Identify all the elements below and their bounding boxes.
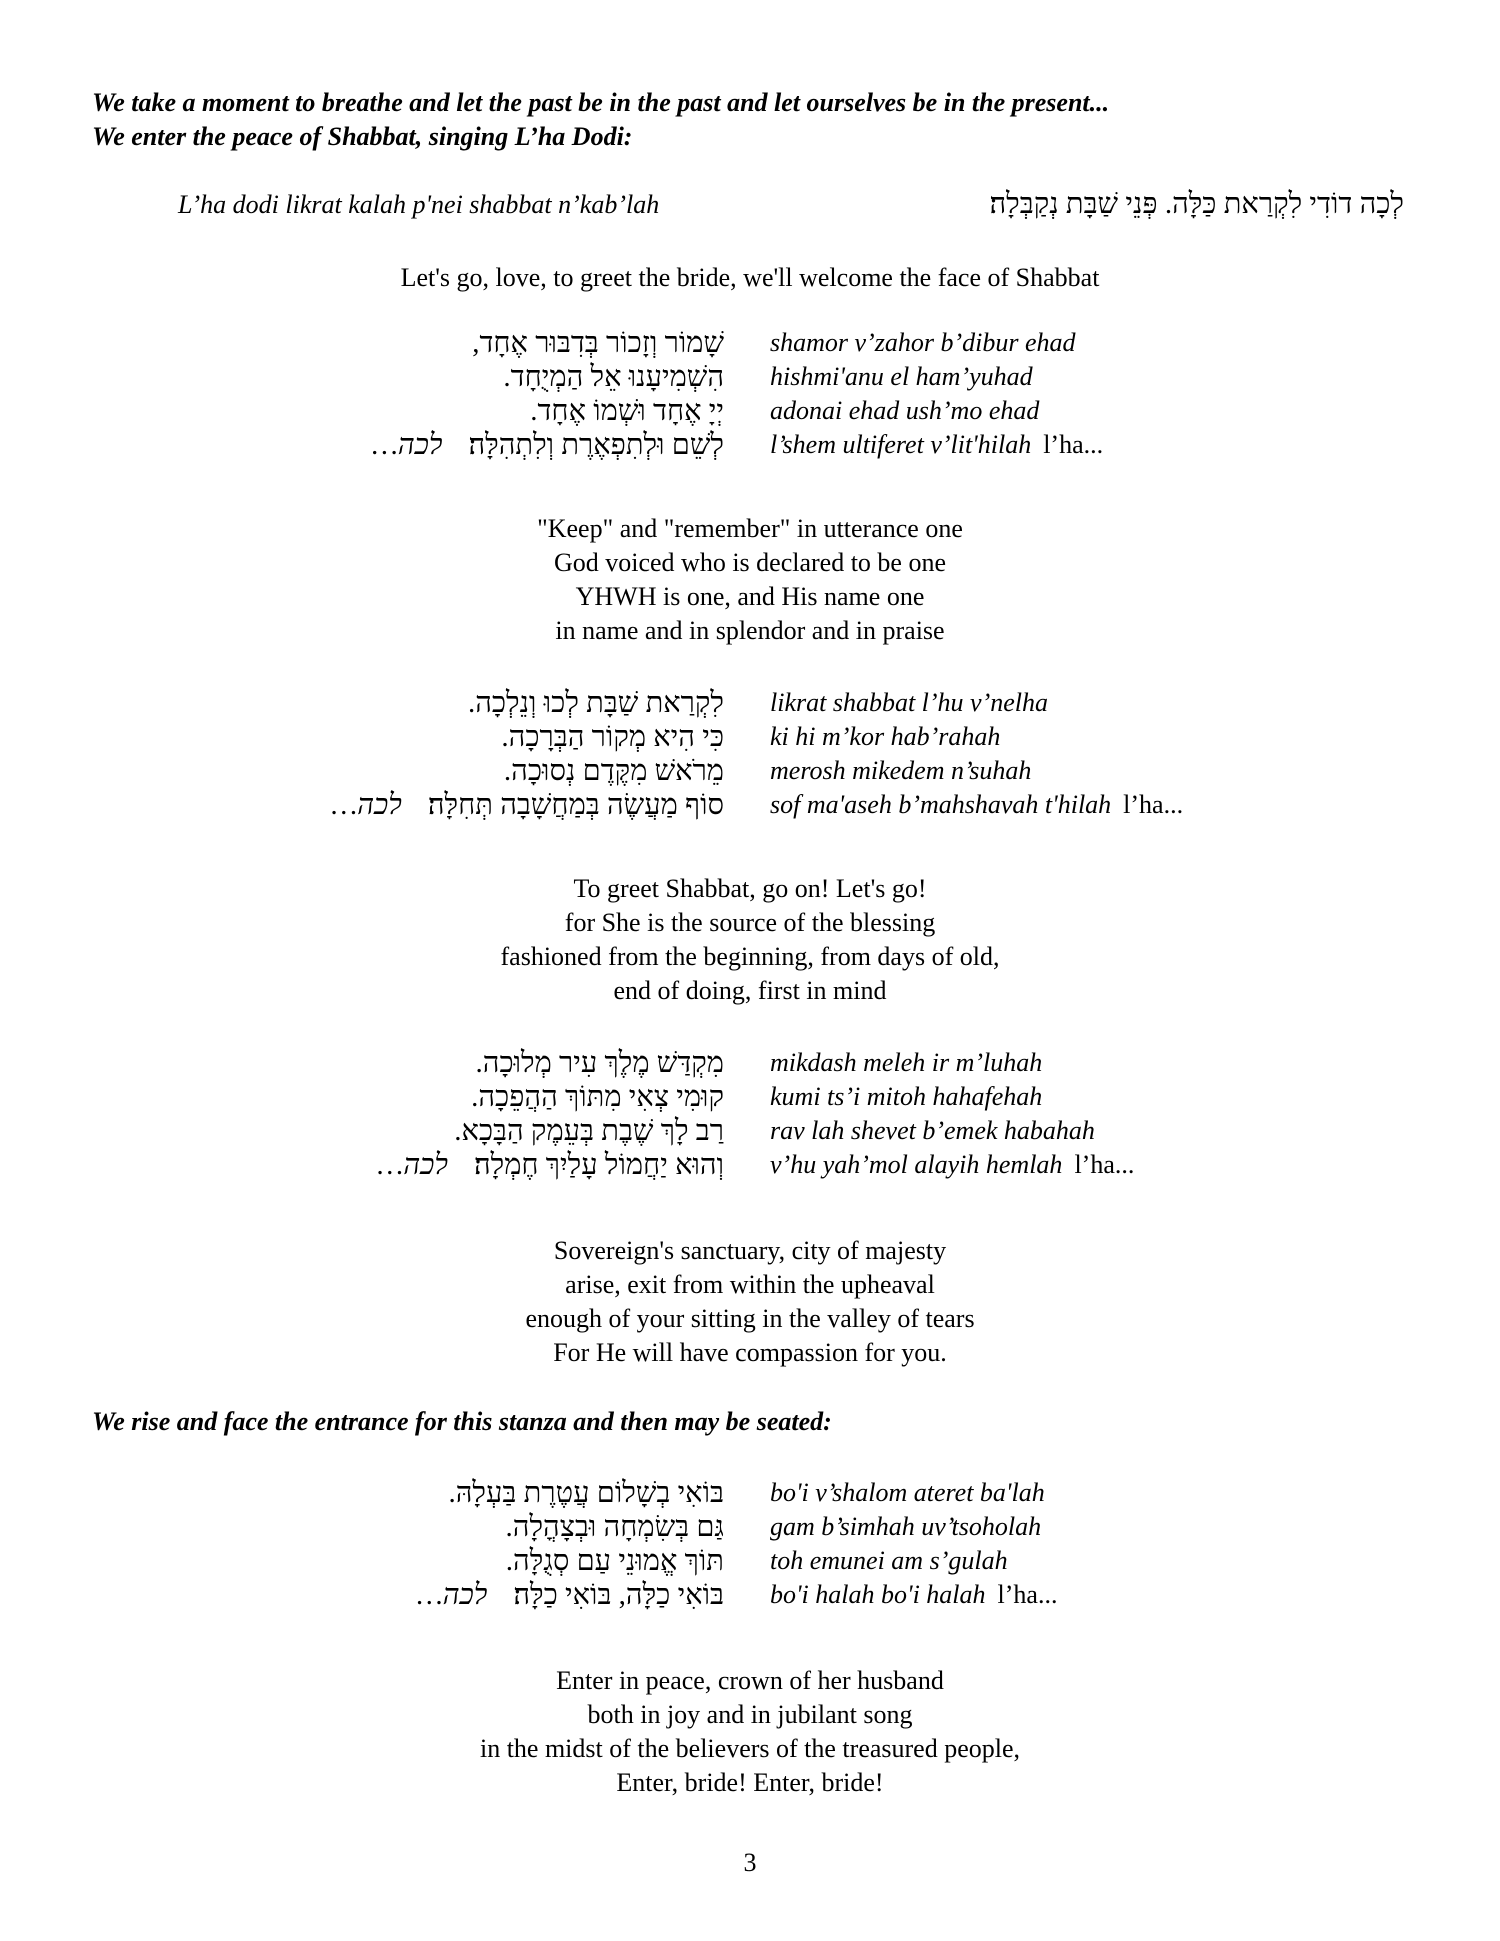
hebrew-refrain-cue: לכה… xyxy=(416,1579,488,1611)
hebrew-line: קוּמִי צְאִי מִתּוֹךְ הַהֲפֵכָה. xyxy=(471,1081,724,1113)
hebrew-line-last xyxy=(377,1148,724,1182)
stanza-final-transliteration xyxy=(770,1476,1057,1612)
refrain-hebrew: לְכָה דוֹדִי לִקְרַאת כַּלָּה. פְּנֵי שַׁבָּת נְקַבְּלָה׃ xyxy=(989,188,1404,220)
translit-line-last xyxy=(770,1148,1134,1182)
translit-line: shamor v’zahor b’dibur ehad xyxy=(770,328,1076,357)
translit-line: v’hu yah’mol alayih hemlah xyxy=(770,1150,1063,1179)
translit-line: rav lah shevet b’emek habahah xyxy=(770,1116,1095,1145)
translit-refrain-cue: l’ha... xyxy=(1123,790,1184,819)
translit-line-last xyxy=(770,1578,1057,1612)
hebrew-line: שָׁמוֹר וְזָכוֹר בְּדִבּוּר אֶחָד, xyxy=(472,327,724,359)
translation-line: fashioned from the beginning, from days of old, xyxy=(500,942,1000,971)
translation-line: Enter in peace, crown of her husband xyxy=(556,1666,944,1695)
translation-line: God voiced who is declared to be one xyxy=(553,548,947,577)
stanza-3-translation xyxy=(0,1234,1500,1370)
translit-line-last xyxy=(770,428,1103,462)
hebrew-refrain-cue: לכה… xyxy=(377,1149,448,1181)
translit-line: adonai ehad ush’mo ehad xyxy=(770,396,1040,425)
hebrew-line-last xyxy=(331,788,724,822)
hebrew-line: כִּי הִיא מְקוֹר הַבְּרָכָה. xyxy=(501,721,724,753)
translation-line: Enter, bride! Enter, bride! xyxy=(616,1768,884,1797)
translit-line-last xyxy=(770,788,1183,822)
stanza-1-transliteration xyxy=(770,326,1103,462)
hebrew-line: בּוֹאִי כַלָּה, בּוֹאִי כַלָּה׃ xyxy=(513,1579,724,1611)
stanza-3-hebrew xyxy=(377,1046,724,1182)
hebrew-line: יְיָ אֶחָד וּשְׁמוֹ אֶחָד. xyxy=(530,395,724,427)
refrain-transliteration: L’ha dodi likrat kalah p'nei shabbat n’kab’lah xyxy=(178,190,660,219)
translation-line: in name and in splendor and in praise xyxy=(555,616,945,645)
translit-line: merosh mikedem n’suhah xyxy=(770,756,1032,785)
translit-line: kumi ts’i mitoh hahafehah xyxy=(770,1082,1043,1111)
translit-line: mikdash meleh ir m’luhah xyxy=(770,1048,1043,1077)
hebrew-line: בּוֹאִי בְשָׁלוֹם עֲטֶרֶת בַּעְלָהּ. xyxy=(448,1477,724,1509)
stanza-2-hebrew xyxy=(331,686,724,822)
stanza-1-hebrew xyxy=(372,326,724,462)
intro-line-2: We enter the peace of Shabbat, singing L’ha Dodi: xyxy=(92,122,633,151)
translation-line: both in joy and in jubilant song xyxy=(587,1700,913,1729)
hebrew-line-last xyxy=(417,1578,724,1612)
stanza-3-transliteration xyxy=(770,1046,1134,1182)
stanza-2-translation xyxy=(0,872,1500,1008)
translation-line: YHWH is one, and His name one xyxy=(575,582,925,611)
translit-line: ki hi m’kor hab’rahah xyxy=(770,722,1001,751)
hebrew-line: גַּם בְּשִׂמְחָה וּבְצָהֳלָה. xyxy=(505,1511,724,1543)
rise-instruction: We rise and face the entrance for this stanza and then may be seated: xyxy=(92,1407,832,1436)
translation-line: for She is the source of the blessing xyxy=(564,908,936,937)
hebrew-line: רַב לָךְ שֶׁבֶת בְּעֵמֶק הַבָּכָא. xyxy=(454,1115,724,1147)
hebrew-line: הִשְׁמִיעָנוּ אֵל הַמְיֻחָד. xyxy=(503,361,724,393)
hebrew-line-last xyxy=(372,428,724,462)
hebrew-line: לִקְרַאת שַׁבָּת לְכוּ וְנֵלְכָה. xyxy=(467,687,724,719)
stanza-2-transliteration xyxy=(770,686,1183,822)
translation-line: Sovereign's sanctuary, city of majesty xyxy=(553,1236,947,1265)
translation-line: "Keep" and "remember" in utterance one xyxy=(537,514,963,543)
hebrew-line: לְשֵׁם וּלְתִפְאֶרֶת וְלִתְהִלָּה׃ xyxy=(468,429,724,461)
stanza-final-hebrew xyxy=(417,1476,724,1612)
translation-line: To greet Shabbat, go on! Let's go! xyxy=(573,874,927,903)
translit-refrain-cue: l’ha... xyxy=(997,1580,1058,1609)
translit-line: l’shem ultiferet v’lit'hilah xyxy=(770,430,1032,459)
intro-line-1: We take a moment to breathe and let the past be in the past and let ourselves be in the present... xyxy=(92,88,1110,117)
translation-line: end of doing, first in mind xyxy=(613,976,887,1005)
page-number: 3 xyxy=(743,1848,757,1877)
hebrew-refrain-cue: לכה… xyxy=(331,789,402,821)
hebrew-line: תּוֹךְ אֱמוּנֵי עַם סְגֻלָּה. xyxy=(505,1545,724,1577)
translation-line: arise, exit from within the upheaval xyxy=(565,1270,935,1299)
translit-line: bo'i v’shalom ateret ba'lah xyxy=(770,1478,1045,1507)
translation-line: enough of your sitting in the valley of tears xyxy=(525,1304,975,1333)
translit-line: toh emunei am s’gulah xyxy=(770,1546,1008,1575)
hebrew-line: מִקְדַּשׁ מֶלֶךְ עִיר מְלוּכָה. xyxy=(475,1047,724,1079)
translit-line: sof ma'aseh b’mahshavah t'hilah xyxy=(770,790,1112,819)
intro-instruction xyxy=(92,86,1109,154)
hebrew-line: סוֹף מַעֲשֶׂה בְּמַחֲשָׁבָה תְּחִלָּה׃ xyxy=(427,789,724,821)
translit-refrain-cue: l’ha... xyxy=(1074,1150,1135,1179)
hebrew-refrain-cue: לכה… xyxy=(371,429,443,461)
translit-line: hishmi'anu el ham’yuhad xyxy=(770,362,1033,391)
translit-line: likrat shabbat l’hu v’nelha xyxy=(770,688,1049,717)
translation-line: in the midst of the believers of the treasured people, xyxy=(479,1734,1021,1763)
stanza-1-translation xyxy=(0,512,1500,648)
translation-line: For He will have compassion for you. xyxy=(553,1338,947,1367)
stanza-final-translation xyxy=(0,1664,1500,1800)
hebrew-line: וְהוּא יַחֲמוֹל עָלַיִךְ חֶמְלָה׃ xyxy=(473,1149,724,1181)
translit-refrain-cue: l’ha... xyxy=(1043,430,1104,459)
hebrew-line: מֵרֹאשׁ מִקֶּדֶם נְסוּכָה. xyxy=(503,755,724,787)
translit-line: bo'i halah bo'i halah xyxy=(770,1580,986,1609)
refrain-translation: Let's go, love, to greet the bride, we'll welcome the face of Shabbat xyxy=(400,263,1100,292)
translit-line: gam b’simhah uv’tsoholah xyxy=(770,1512,1042,1541)
